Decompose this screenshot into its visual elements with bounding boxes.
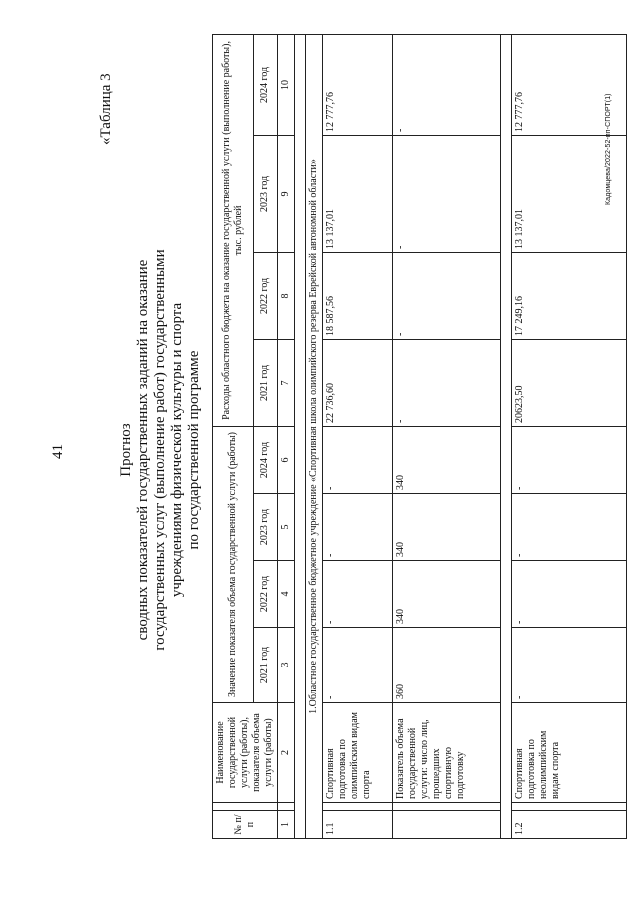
volume-value: - (323, 561, 393, 628)
header-exp-year: 2024 год (253, 34, 277, 135)
header-num: № п/п (213, 811, 278, 839)
document-title (118, 210, 203, 690)
volume-value: 340 (393, 561, 501, 628)
col-number: 8 (278, 252, 295, 339)
forecast-table (212, 34, 627, 839)
col-number: 1 (278, 811, 295, 839)
volume-value: 360 (393, 628, 501, 703)
header-exp-year: 2023 год (253, 135, 277, 252)
expense-value: 13 137,01 (512, 135, 627, 252)
expense-value: - (393, 135, 501, 252)
col-separator (278, 803, 295, 811)
expense-value: 12 777,76 (512, 34, 627, 135)
header-row-1 (213, 34, 254, 838)
col-number: 7 (278, 339, 295, 426)
expense-value: 12 777,76 (323, 34, 393, 135)
expense-value: - (393, 34, 501, 135)
col-number: 5 (278, 494, 295, 561)
col-number: 2 (278, 703, 295, 803)
expense-value: 18 587,56 (323, 252, 393, 339)
header-separator (213, 803, 278, 811)
col-number: 10 (278, 34, 295, 135)
col-number: 9 (278, 135, 295, 252)
volume-value: - (512, 494, 627, 561)
row-name: Спортивная подготовка по неолимпийским видам спорта (512, 703, 627, 803)
row-number: 1.1 (323, 811, 393, 839)
row-separator (512, 803, 627, 811)
header-vol-year: 2024 год (253, 426, 277, 493)
header-exp-year: 2022 год (253, 252, 277, 339)
title-line-3: государственных услуг (выполнение работ) государственными (152, 249, 168, 651)
expense-value: - (393, 252, 501, 339)
title-line-2: сводных показателей государственных заданий на оказание (135, 259, 151, 641)
header-vol-year: 2021 год (253, 628, 277, 703)
table-row (323, 34, 393, 838)
expense-value: 22 736,60 (323, 339, 393, 426)
column-number-row (278, 34, 295, 838)
col-number: 4 (278, 561, 295, 628)
volume-value: - (323, 426, 393, 493)
gap-row (501, 34, 512, 838)
section-title: 1.Областное государственное бюджетное учреждение «Спортивная школа олимпийского резерва Еврейской автономной области» (306, 34, 323, 838)
row-number (393, 811, 501, 839)
expense-value: - (393, 339, 501, 426)
volume-value: - (512, 426, 627, 493)
volume-value: - (323, 628, 393, 703)
title-line-5: по государственной программе (186, 350, 202, 550)
row-separator (393, 803, 501, 811)
header-vol-year: 2023 год (253, 494, 277, 561)
row-name: Показатель объема государственной услуги: число лиц, прошедших спортивную подготовку (393, 703, 501, 803)
header-vol-year: 2022 год (253, 561, 277, 628)
expense-value: 20623,50 (512, 339, 627, 426)
title-line-4: учреждениями физической культуры и спорта (169, 302, 185, 598)
header-expense-group: Расходы областного бюджета на оказание государственной услуги (выполнение работы), тыс. рублей (213, 34, 254, 426)
row-name: Спортивная подготовка по олимпийским видам спорта (323, 703, 393, 803)
row-separator (323, 803, 393, 811)
row-number: 1.2 (512, 811, 627, 839)
gap-row (295, 34, 306, 838)
volume-value: - (512, 628, 627, 703)
header-volume-group: Значение показателя объема государственной услуги (работы) (213, 426, 254, 702)
header-exp-year: 2021 год (253, 339, 277, 426)
title-line-1: Прогноз (118, 423, 134, 477)
col-number: 6 (278, 426, 295, 493)
header-name: Наименование государственной услуги (работы), показателя объема услуги (работы) (213, 703, 278, 803)
volume-value: - (323, 494, 393, 561)
section-row (306, 34, 323, 838)
expense-value: 13 137,01 (323, 135, 393, 252)
volume-value: - (512, 561, 627, 628)
table-row (393, 34, 501, 838)
table-label: «Таблица 3 (98, 73, 114, 145)
col-number: 3 (278, 628, 295, 703)
page-number: 41 (50, 444, 66, 459)
volume-value: 340 (393, 426, 501, 493)
volume-value: 340 (393, 494, 501, 561)
expense-value: 17 249,16 (512, 252, 627, 339)
document-code: Кадомцева/2022-52-пп-СПОРТ(1) (605, 93, 612, 205)
